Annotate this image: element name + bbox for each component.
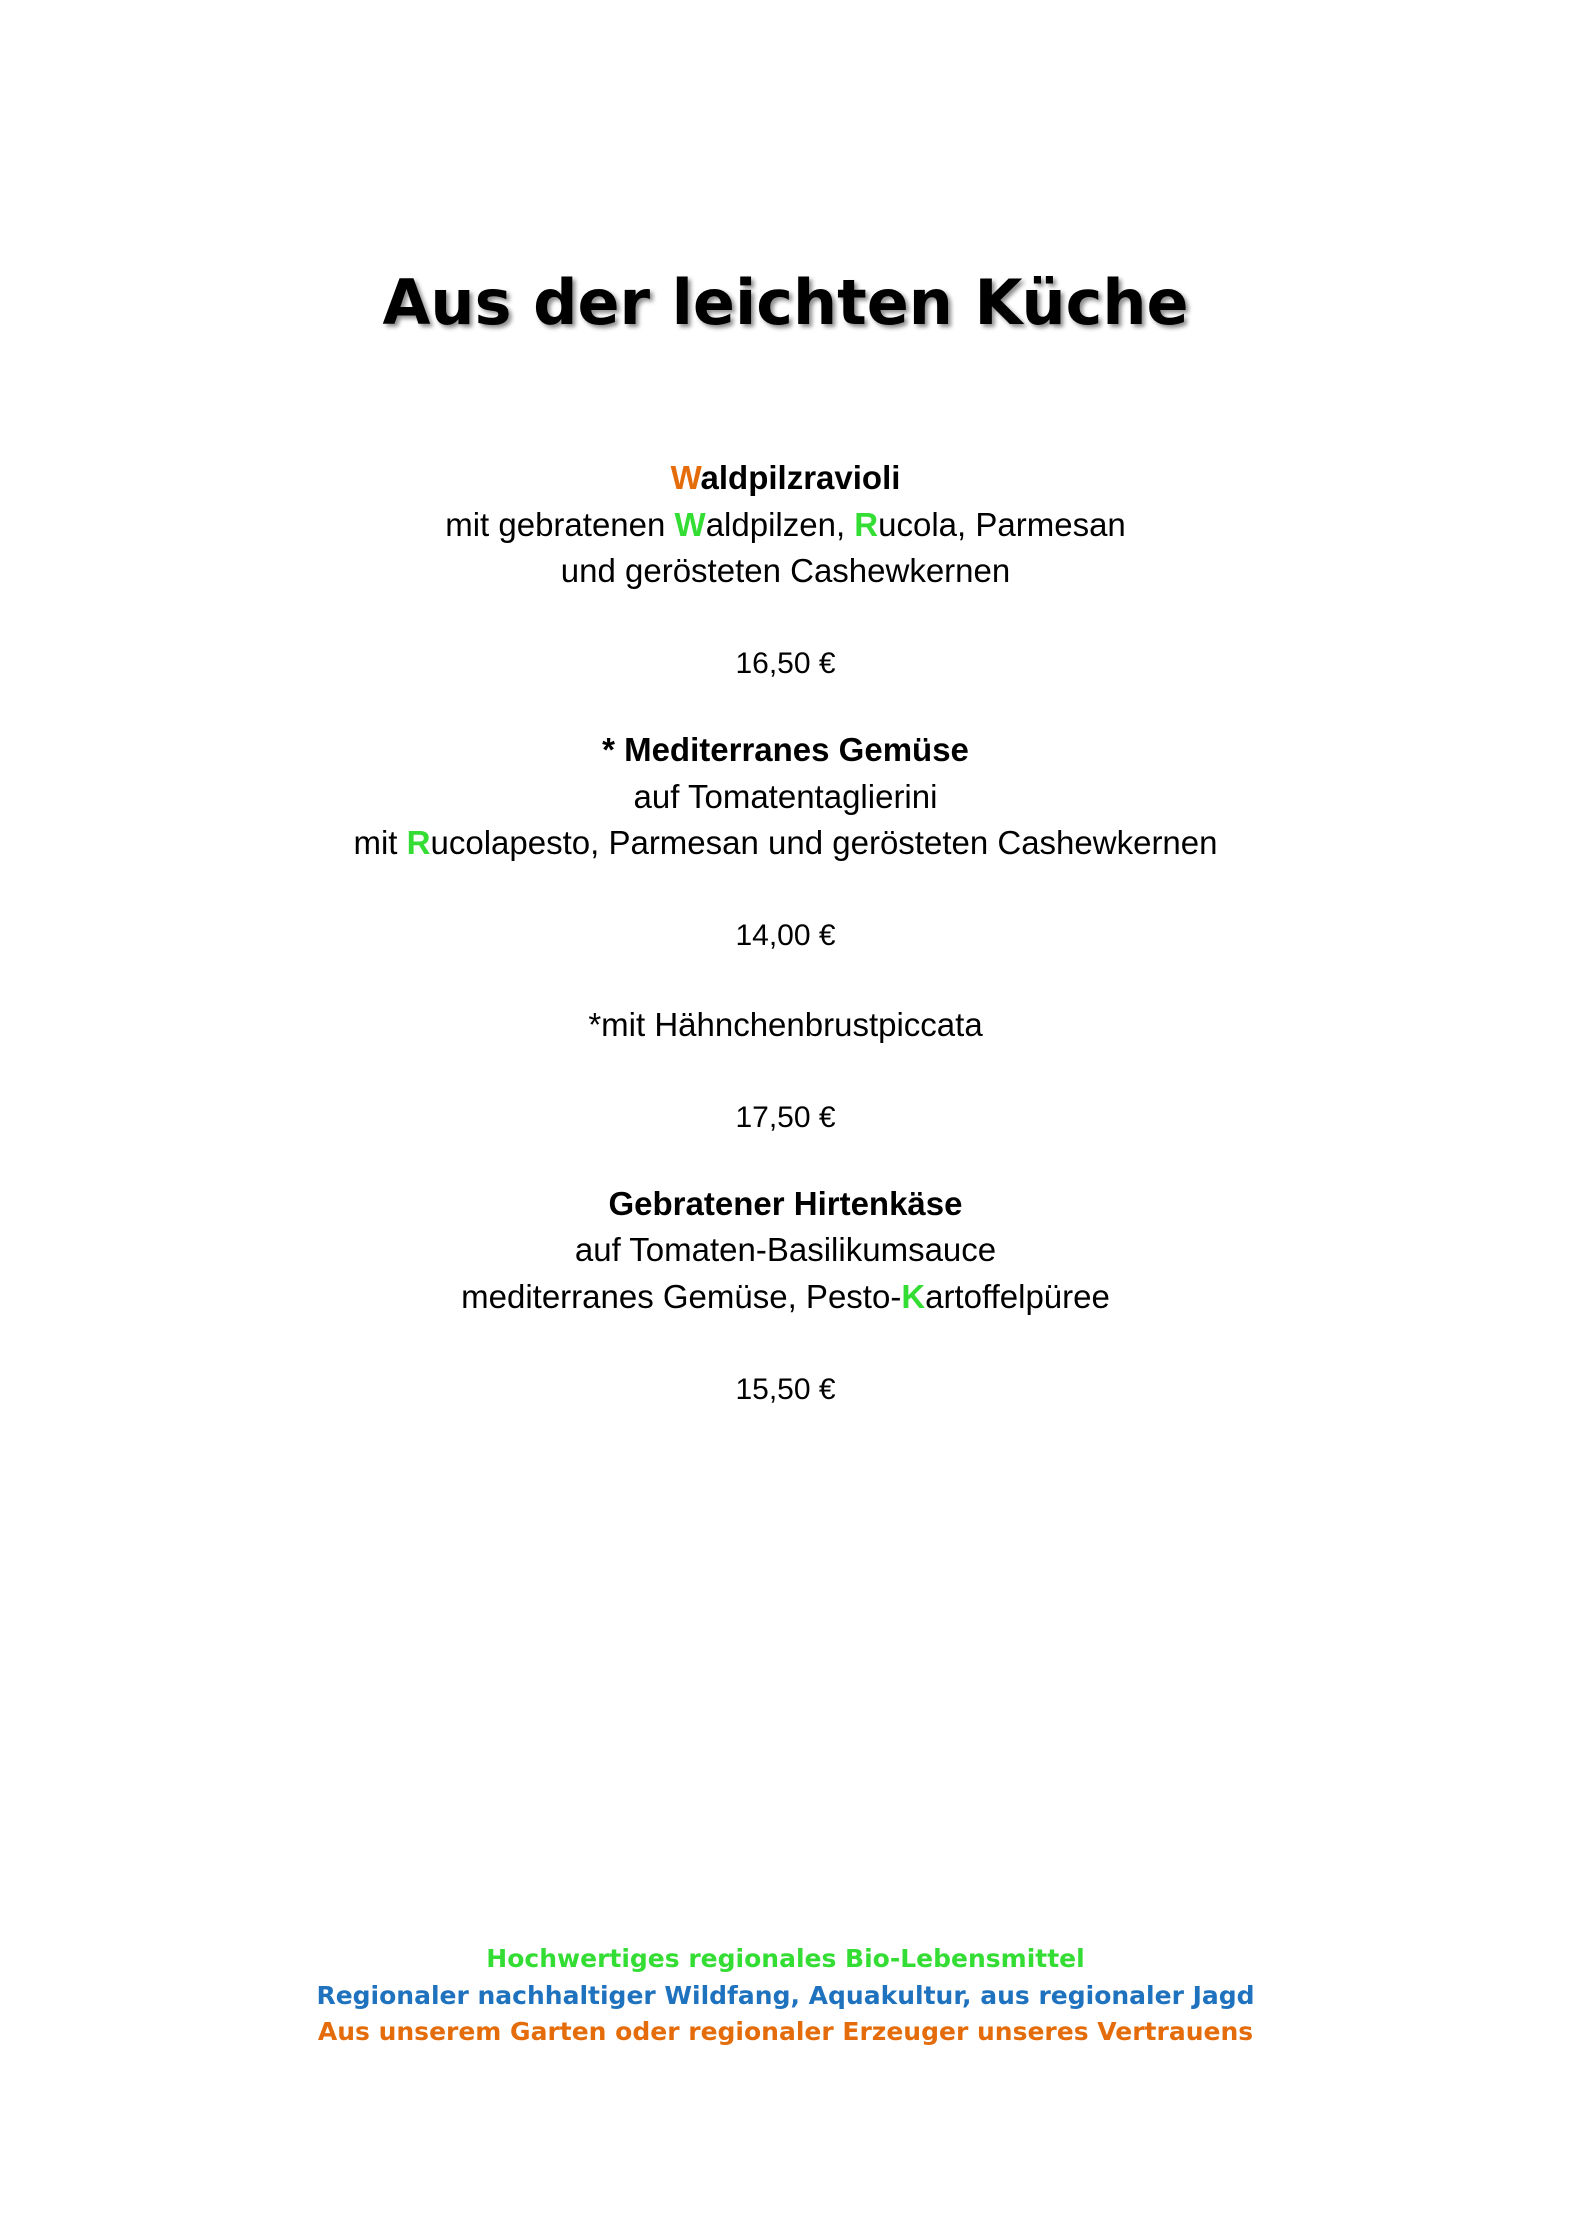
legend — [0, 1941, 1571, 2051]
dish-item — [0, 1181, 1571, 1414]
text-segment: ucola, Parmesan — [878, 505, 1126, 543]
dish-description-line — [0, 1274, 1571, 1321]
dish-name — [0, 1181, 1571, 1228]
marked-letter: R — [406, 824, 431, 861]
text-segment: ucolapesto, Parmesan und gerösteten Cashewkernen — [430, 824, 1218, 861]
dish-description-line — [0, 502, 1571, 549]
legend-wild: Regionaler nachhaltiger Wildfang, Aquakultur, aus regionaler Jagd — [316, 1980, 1255, 2010]
dish-price: 16,50 € — [735, 647, 836, 680]
dish-description-line — [0, 820, 1571, 867]
dish-variant: *mit Hähnchenbrustpiccata — [588, 1005, 983, 1043]
dish-description-line — [0, 1227, 1571, 1274]
menu-list — [0, 455, 1571, 1413]
text-segment: auf Tomatentaglierini — [633, 777, 938, 815]
page-title: Aus der leichten Küche — [382, 266, 1189, 339]
dish-name — [0, 727, 1571, 774]
text-segment: mit — [353, 824, 407, 861]
legend-garden: Aus unserem Garten oder regionaler Erzeuger unseres Vertrauens — [317, 2017, 1254, 2046]
marked-letter: W — [674, 505, 706, 543]
text-segment: aldpilzravioli — [700, 459, 901, 496]
dish-description-line — [0, 548, 1571, 595]
text-segment: artoffelpüree — [925, 1277, 1110, 1315]
text-segment: aldpilzen, — [705, 505, 855, 543]
text-segment: und gerösteten Cashewkernen — [560, 552, 1011, 589]
marked-letter: W — [670, 459, 701, 496]
dish-name — [0, 455, 1571, 502]
dish-variant-price: 17,50 € — [735, 1100, 836, 1134]
marked-letter: R — [854, 505, 879, 543]
text-segment: Gebratener Hirtenkäse — [608, 1184, 963, 1222]
legend-bio: Hochwertiges regionales Bio-Lebensmittel — [486, 1944, 1085, 1973]
text-segment: mit gebratenen — [445, 505, 675, 543]
text-segment: mediterranes Gemüse, Pesto- — [461, 1277, 902, 1315]
marked-letter: K — [901, 1277, 926, 1315]
dish-description-line — [0, 774, 1571, 821]
dish-item — [0, 727, 1571, 1141]
dish-price: 15,50 € — [735, 1372, 836, 1406]
text-segment: * Mediterranes Gemüse — [602, 731, 969, 768]
dish-price: 14,00 € — [735, 919, 836, 952]
dish-item — [0, 455, 1571, 688]
text-segment: auf Tomaten-Basilikumsauce — [574, 1231, 997, 1268]
